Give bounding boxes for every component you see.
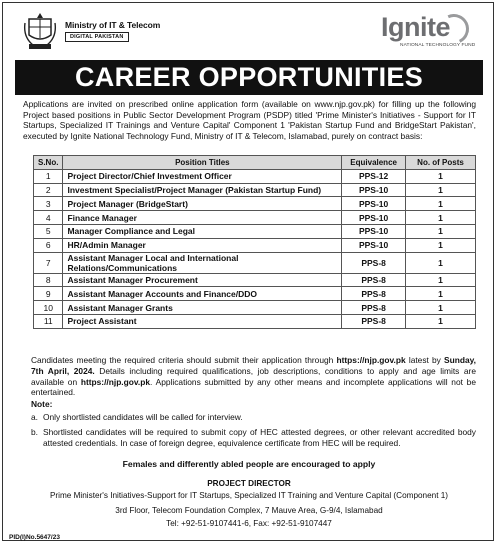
cell-equivalence: PPS-10	[342, 224, 406, 238]
cell-equivalence: PPS-8	[342, 252, 406, 273]
footer-title: PROJECT DIRECTOR	[207, 479, 291, 488]
details-url-link[interactable]: https://njp.gov.pk	[80, 376, 151, 387]
cell-sno: 7	[34, 252, 63, 273]
note-text: Shortlisted candidates will be required to submit copy of HEC attested degrees, or other relevant accredited body attested credentials. In case of foreign degree, equivalence certificate from HEC will be required.	[43, 427, 476, 448]
government-emblem-icon	[23, 11, 57, 51]
cell-sno: 3	[34, 197, 63, 211]
cell-title: Assistant Manager Accounts and Finance/DDO	[63, 287, 342, 301]
cell-posts: 1	[406, 183, 476, 197]
table-row	[34, 252, 476, 273]
cell-title: Project Assistant	[63, 314, 342, 328]
page-title-banner: CAREER OPPORTUNITIES	[15, 60, 483, 95]
cell-equivalence: PPS-10	[342, 197, 406, 211]
cell-sno: 5	[34, 224, 63, 238]
intro-paragraph: Applications are invited on prescribed online application form (available on www.njp.gov.pk) for filling up the following Project based positions in Public Sector Development Program (PSDP) titled 'Prime Minister's Initiatives - Support for IT Startups, Specialized IT Trainings and Venture Capital' Component 1 'Pakistan Startup Fund and BridgeStart Pakistan', executed by Ignite National Technology Fund, Ministry of IT & Telecom, Islamabad, purely on contract basis:	[23, 99, 476, 141]
cell-title: Project Director/Chief Investment Officer	[63, 169, 342, 183]
cell-posts: 1	[406, 197, 476, 211]
positions-table	[33, 155, 476, 329]
cell-title: Finance Manager	[63, 211, 342, 225]
cell-title: Project Manager (BridgeStart)	[63, 197, 342, 211]
table-row	[34, 224, 476, 238]
footer-address: 3rd Floor, Telecom Foundation Complex, 7 Mauve Area, G-9/4, Islamabad	[115, 506, 383, 515]
advertisement-page	[2, 2, 494, 541]
instructions-text: Candidates meeting the required criteria should submit their application through	[31, 355, 337, 365]
col-header-title: Position Titles	[63, 156, 342, 170]
cell-title: Assistant Manager Procurement	[63, 273, 342, 287]
footer-contact: Tel: +92-51-9107441-6, Fax: +92-51-9107447	[166, 519, 332, 528]
cell-title: Assistant Manager Grants	[63, 301, 342, 315]
pid-number: PID(I)No.5647/23	[9, 534, 60, 541]
cell-sno: 11	[34, 314, 63, 328]
note-label: a.	[31, 412, 38, 422]
cell-sno: 1	[34, 169, 63, 183]
cell-equivalence: PPS-8	[342, 314, 406, 328]
table-header-row	[34, 156, 476, 170]
cell-sno: 9	[34, 287, 63, 301]
cell-sno: 10	[34, 301, 63, 315]
note-label: b.	[31, 427, 38, 437]
note-heading: Note:	[31, 399, 53, 409]
note-text: Only shortlisted candidates will be called for interview.	[43, 412, 243, 422]
digital-pakistan-badge: DIGITAL PAKISTAN	[65, 32, 129, 42]
instructions-text: . Applications submitted by any other means and incomplete applications will not be entertained.	[31, 376, 476, 398]
encouragement-line: Females and differently abled people are encouraged to apply	[122, 459, 376, 469]
table-row	[34, 238, 476, 252]
cell-posts: 1	[406, 287, 476, 301]
instructions-text: Details including required qualifications, job descriptions, conditions to apply and age limits are available on	[31, 365, 476, 387]
cell-title: Investment Specialist/Project Manager (Pakistan Startup Fund)	[63, 183, 342, 197]
table-row	[34, 287, 476, 301]
cell-equivalence: PPS-12	[342, 169, 406, 183]
cell-sno: 4	[34, 211, 63, 225]
ignite-logo: Ignite	[381, 12, 450, 42]
cell-posts: 1	[406, 238, 476, 252]
cell-posts: 1	[406, 314, 476, 328]
cell-posts: 1	[406, 252, 476, 273]
table-row	[34, 314, 476, 328]
table-row	[34, 169, 476, 183]
col-header-equivalence: Equivalence	[342, 156, 406, 170]
cell-sno: 2	[34, 183, 63, 197]
cell-equivalence: PPS-8	[342, 273, 406, 287]
cell-equivalence: PPS-10	[342, 211, 406, 225]
table-row	[34, 197, 476, 211]
table-row	[34, 301, 476, 315]
cell-posts: 1	[406, 169, 476, 183]
apply-url-link[interactable]: https://njp.gov.pk	[336, 355, 406, 365]
table-row	[34, 183, 476, 197]
cell-equivalence: PPS-10	[342, 238, 406, 252]
instructions-text: latest by	[405, 355, 445, 365]
cell-equivalence: PPS-10	[342, 183, 406, 197]
cell-posts: 1	[406, 273, 476, 287]
cell-equivalence: PPS-8	[342, 301, 406, 315]
deadline-date: Sunday, 7th April, 2024.	[31, 355, 476, 376]
ministry-name: Ministry of IT & Telecom	[65, 20, 161, 30]
cell-equivalence: PPS-8	[342, 287, 406, 301]
table-row	[34, 211, 476, 225]
header	[3, 3, 495, 59]
cell-title: Assistant Manager Local and International Relations/Communications	[63, 252, 342, 273]
application-instructions	[31, 355, 476, 398]
cell-title: Manager Compliance and Legal	[63, 224, 342, 238]
cell-posts: 1	[406, 211, 476, 225]
cell-sno: 6	[34, 238, 63, 252]
col-header-posts: No. of Posts	[406, 156, 476, 170]
col-header-sno: S.No.	[34, 156, 63, 170]
footer-project-line: Prime Minister's Initiatives-Support for IT Startups, Specialized IT Training and Venture Capital (Component 1)	[49, 491, 449, 500]
cell-sno: 8	[34, 273, 63, 287]
cell-posts: 1	[406, 224, 476, 238]
ignite-logo-subtitle: NATIONAL TECHNOLOGY FUND	[400, 43, 476, 48]
table-row	[34, 273, 476, 287]
cell-posts: 1	[406, 301, 476, 315]
note-item	[31, 427, 476, 449]
cell-title: HR/Admin Manager	[63, 238, 342, 252]
note-item	[31, 412, 476, 423]
